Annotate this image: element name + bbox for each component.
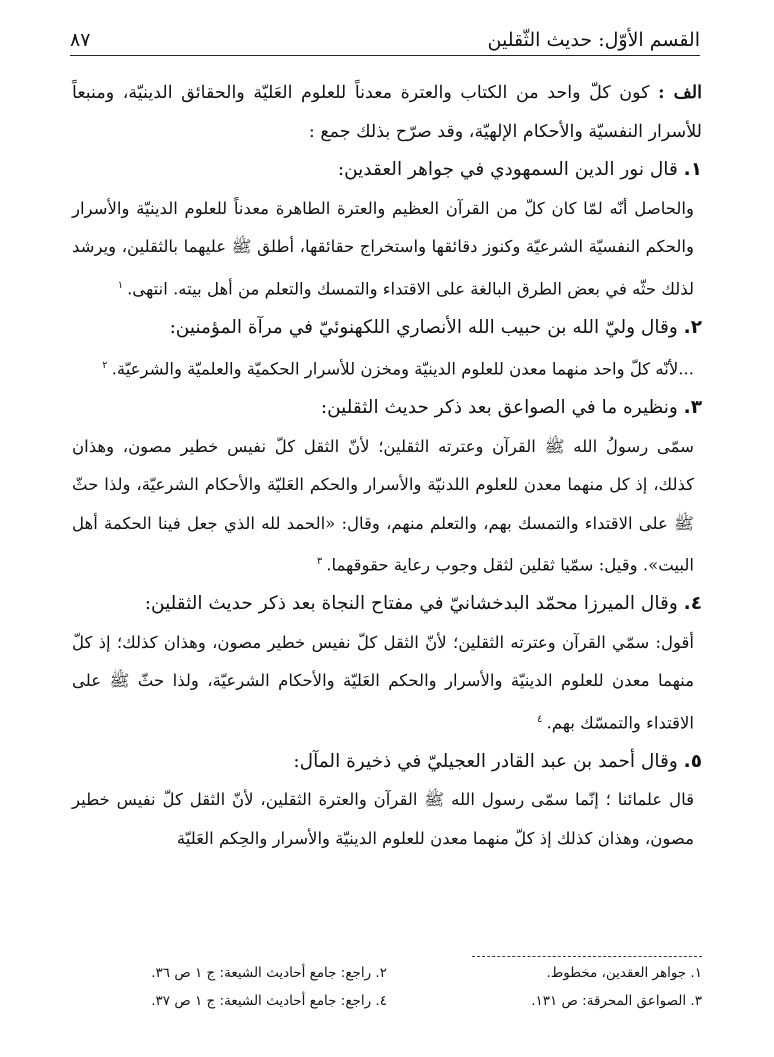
item-quote-3 xyxy=(72,428,694,586)
running-header xyxy=(70,18,700,56)
footnotes xyxy=(72,962,702,1012)
footnote-ref[interactable]: ٤ xyxy=(537,713,543,725)
item-quote-text: ...لأنّه كلّ واحد منهما معدن للعلوم الدينيّة ومخزن للأسرار الحكميّة والعلميّة والشرعيّة. xyxy=(111,359,694,379)
footnote-4: ٤. راجع: جامع أحاديث الشيعة: ج ١ ص ٣٧. xyxy=(151,993,387,1009)
item-quote-text: والحاصل أنّه لمّا كان كلّ من القرآن العظيم والعترة الطاهرة معدناً للعلوم الدينيّة والأسرار والحكم النفسيّة الشرعيّة وكنوز دقائقها واستخراج حقائقها، أطلق ﷺ عليهما بالثقلين، ويرشد لذلك حثّه في بعض الطرق البالغة على الاقتداء والتمسك والتعلم من أهل بيته. انتهى. xyxy=(72,198,694,298)
item-heading-text: وقال وليّ الله بن حبيب الله الأنصاري اللكهنوئيّ في مرآة المؤمنين: xyxy=(169,316,684,338)
running-title: القسم الأوّل: حديث الثّقلين xyxy=(487,29,700,51)
item-quote-2 xyxy=(72,347,694,389)
intro-lead: الف : xyxy=(658,83,702,103)
item-quote-5 xyxy=(72,781,694,858)
item-heading-3 xyxy=(72,389,702,428)
footnote-3: ٣. الصواعق المحرقة: ص ١٣١. xyxy=(531,993,702,1009)
page-number: ٨٧ xyxy=(70,29,91,51)
main-text xyxy=(72,74,702,858)
item-quote-text: أقول: سمّي القرآن وعترته الثقلين؛ لأنّ الثقل كلّ نفيس خطير مصون، وهذان كذلك؛ إذ كلّ منهما معدن للعلوم الدينيّة والأسرار والحكم العَليّة والأحكام الشرعيّة، ولذا حثّ ﷺ على الاقتداء والتمسّك بهم. xyxy=(72,632,694,732)
intro-paragraph xyxy=(72,74,702,151)
item-heading-5 xyxy=(72,743,702,782)
item-heading-1 xyxy=(72,151,702,190)
item-number: ٢. xyxy=(683,316,702,338)
item-heading-4 xyxy=(72,585,702,624)
item-heading-text: ونظيره ما في الصواعق بعد ذكر حديث الثقلين: xyxy=(320,397,684,418)
item-quote-text: سمّى رسولُ الله ﷺ القرآن وعترته الثقلين؛ لأنّ الثقل كلّ نفيس خطير مصون، وهذان كذلك، إذ كل منهما معدن للعلوم اللدنيّة والأسرار والحكم العَليّة والأحكام الشرعيّة، ولذا حثّ ﷺ على الاقتداء والتمسك بهم، والتعلم منهم، وقال: «الحمد لله الذي جعل فينا الحكمة أهل البيت». وقيل: سمّيا ثقلين لثقل وجوب رعاية حقوقهما. xyxy=(72,436,694,575)
footnote-ref[interactable]: ١ xyxy=(117,279,124,291)
item-number: ٥. xyxy=(683,750,702,772)
item-quote-4 xyxy=(72,624,694,743)
footnote-divider xyxy=(472,956,702,957)
footnote-ref[interactable]: ٢ xyxy=(102,360,108,371)
item-quote-text: قال علمائنا ؛ إنّما سمّى رسول الله ﷺ القرآن والعترة الثقلين، لأنّ الثقل كلّ نفيس خطير مصون، وهذان كذلك إذ كلّ منهما معدن للعلوم الدينيّة والأسرار والحِكم العَليّة xyxy=(72,790,694,848)
item-heading-2 xyxy=(72,309,702,348)
item-heading-text: وقال أحمد بن عبد القادر العجيليّ في ذخيرة المآل: xyxy=(293,750,684,772)
intro-text: كون كلّ واحد من الكتاب والعترة معدناً للعلوم العَليّة والحقائق الدينيّة، ومنبعاً للأسرار النفسيّة والأحكام الإلهيّة، وقد صرّح بذلك جمع : xyxy=(72,83,702,142)
item-number: ٤. xyxy=(683,593,702,614)
item-heading-text: قال نور الدين السمهودي في جواهر العقدين: xyxy=(337,159,684,180)
footnote-1: ١. جواهر العقدين، مخطوط. xyxy=(546,965,702,981)
footnote-ref[interactable]: ٣ xyxy=(316,556,323,567)
footnote-2: ٢. راجع: جامع أحاديث الشيعة: ج ١ ص ٣٦. xyxy=(151,965,387,981)
item-number: ٣. xyxy=(683,397,702,418)
item-heading-text: وقال الميرزا محمّد البدخشانيّ في مفتاح النجاة بعد ذكر حديث الثقلين: xyxy=(144,593,684,614)
item-number: ١. xyxy=(683,159,702,180)
item-quote-1 xyxy=(72,190,694,309)
